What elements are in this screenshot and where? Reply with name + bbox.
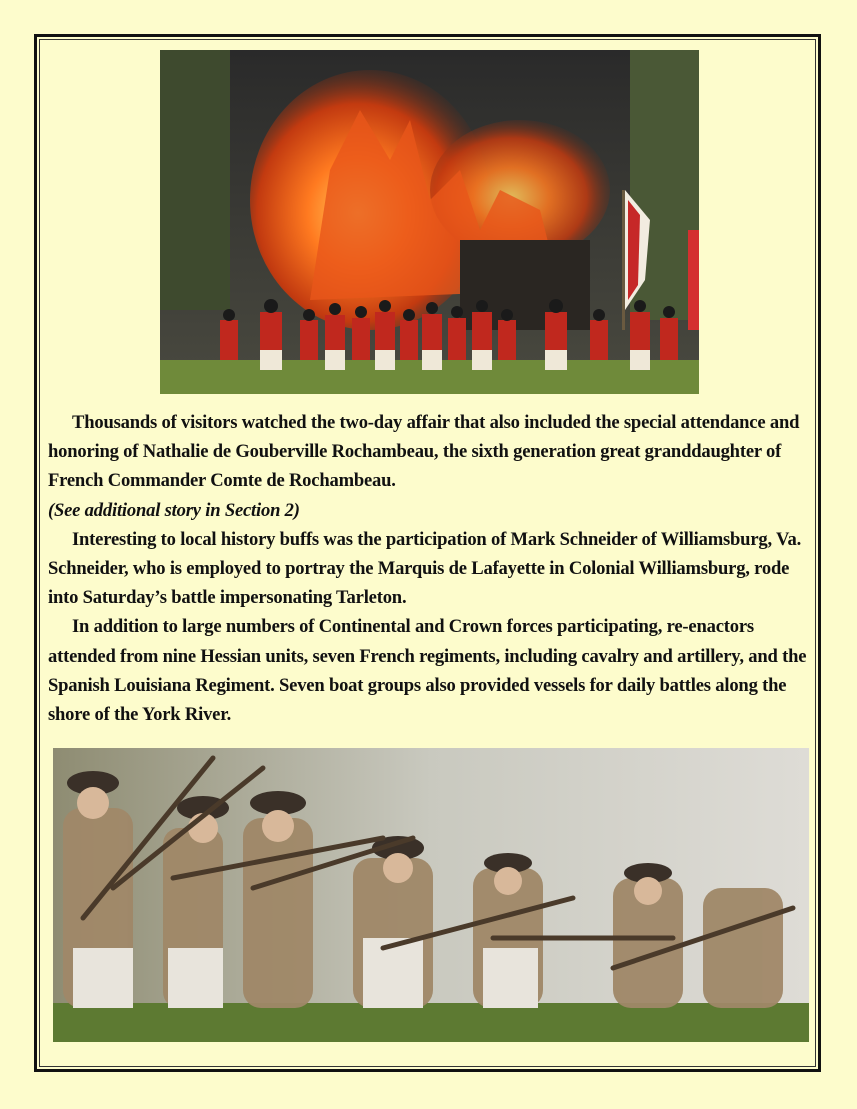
fire-battle-reenactment-photo (160, 50, 699, 394)
paragraph-schneider: Interesting to local history buffs was the participation of Mark Schneider of Williamsburg, Va. Schneider, who is employed to portray the Marquis de Lafayette in Colonial Williamsburg, rode into Saturday’s battle impersonating Tarleton. (48, 528, 802, 609)
article-body (48, 408, 818, 729)
see-also-note: (See additional story in Section 2) (48, 499, 300, 521)
musket-line-reenactment-photo (53, 748, 809, 1042)
paragraph-reenactors: In addition to large numbers of Continental and Crown forces participating, re-enactors attended from nine Hessian units, seven French regiments, including cavalry and artillery, and the Spanish Louisiana Regiment. Seven boat groups also provided vessels for daily battles along the shore of the York River. (48, 616, 807, 726)
paragraph-visitors: Thousands of visitors watched the two-day affair that also included the special attendance and honoring of Nathalie de Gouberville Rochambeau, the sixth generation great granddaughter of French Commander Comte de Rochambeau. (48, 412, 800, 492)
